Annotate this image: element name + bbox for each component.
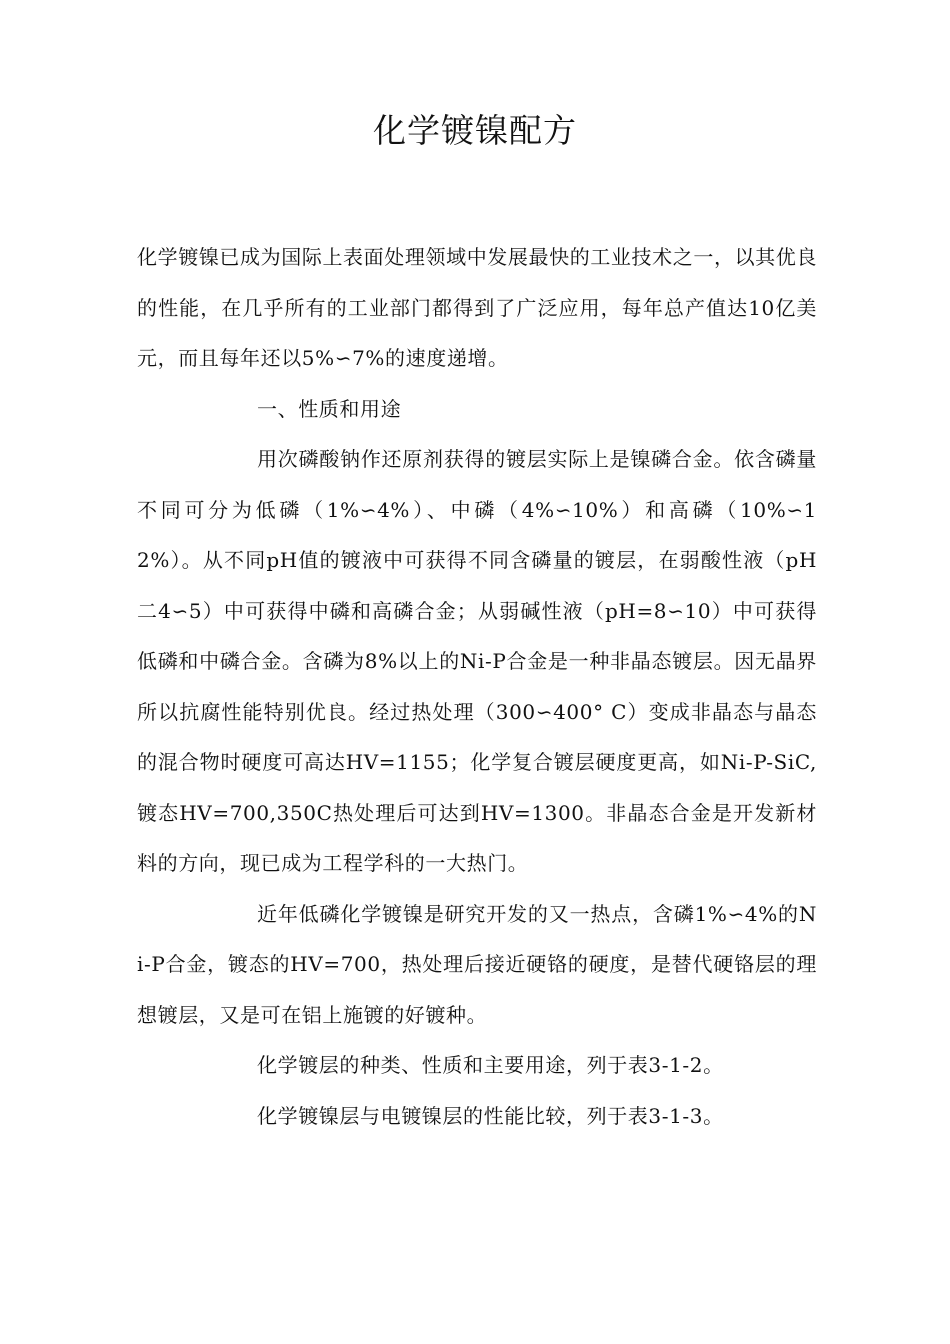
- paragraph-intro: 化学镀镍已成为国际上表面处理领域中发展最快的工业技术之一，以其优良的性能，在几乎所有的工业部门都得到了广泛应用，每年总产值达10亿美元，而且每年还以5%∽7%的速度递增。: [137, 245, 817, 370]
- paragraph-properties: 用次磷酸钠作还原剂获得的镀层实际上是镍磷合金。依含磷量不同可分为低磷（1%∽4%）、中磷（4%∽10%）和高磷（10%∽12%）。从不同pH值的镀液中可获得不同含磷量的镀层，在弱酸性液（pH二4∽5）中可获得中磷和高磷合金；从弱碱性液（pH=8∽10）中可获得低磷和中磷合金。含磷为8%以上的Ni-P合金是一种非晶态镀层。因无晶界所以抗腐性能特别优良。经过热处理（300∽400° C）变成非晶态与晶态的混合物时硬度可高达HV=1155；化学复合镀层硬度更高，如Ni-P-SiC,镀态HV=700,350C热处理后可达到HV=1300。非晶态合金是开发新材料的方向，现已成为工程学科的一大热门。: [137, 447, 817, 875]
- section-heading: 一、性质和用途: [257, 396, 402, 421]
- paragraph-table-ref-1: 化学镀层的种类、性质和主要用途，列于表3-1-2。: [257, 1053, 724, 1077]
- paragraph-table-ref-2: 化学镀镍层与电镀镍层的性能比较，列于表3-1-3。: [257, 1103, 724, 1128]
- paragraph-low-phosphorus: 近年低磷化学镀镍是研究开发的又一热点，含磷1%∽4%的Ni-P合金，镀态的HV=700，热处理后接近硬铬的硬度，是替代硬铬层的理想镀层，又是可在铝上施镀的好镀种。: [137, 901, 817, 1027]
- document-body: [137, 232, 817, 1141]
- document-title: 化学镀镍配方: [373, 111, 577, 150]
